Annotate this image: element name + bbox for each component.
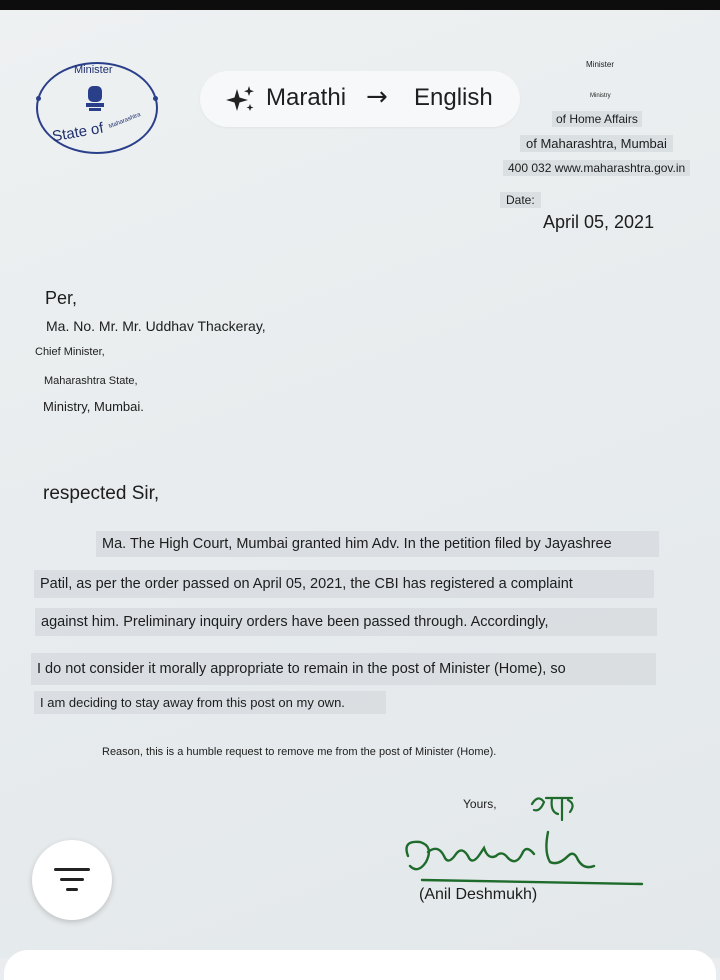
body-line-4: I do not consider it morally appropriate to remain in the post of Minister (Home), so (31, 653, 656, 685)
letterhead-line-2: Ministry (590, 93, 611, 99)
seal-dot (36, 96, 41, 101)
national-emblem-icon (84, 84, 106, 114)
closing-yours: Yours, (463, 797, 497, 811)
recipient-place: Ministry, Mumbai. (43, 399, 144, 414)
target-language[interactable]: English (414, 84, 493, 111)
handwritten-initial (528, 790, 580, 828)
letterhead-line-5: 400 032 www.maharashtra.gov.in (503, 160, 690, 176)
seal-bottom-text: State of (50, 119, 105, 146)
body-line-3: against him. Preliminary inquiry orders have been passed through. Accordingly, (35, 608, 657, 636)
recipient-name: Ma. No. Mr. Mr. Uddhav Thackeray, (46, 318, 266, 334)
source-language[interactable]: Marathi (266, 84, 347, 111)
salutation: respected Sir, (43, 483, 160, 504)
sparkle-icon (224, 83, 258, 117)
filter-button[interactable] (32, 840, 112, 920)
seal-top-text: Minister (74, 64, 113, 76)
request-line: Reason, this is a humble request to remove me from the post of Minister (Home). (102, 746, 497, 758)
date-value: April 05, 2021 (543, 212, 655, 232)
date-label: Date: (500, 192, 541, 208)
seal-state-text: Maharashtra (108, 111, 142, 131)
signatory-name: (Anil Deshmukh) (419, 886, 538, 903)
arrow-right-icon: → (366, 82, 388, 112)
recipient-state: Maharashtra State, (44, 375, 138, 387)
filter-list-icon (54, 868, 90, 871)
signature (398, 826, 648, 888)
seal-dot (153, 96, 158, 101)
letterhead-line-1: Minister (586, 60, 615, 69)
filter-list-icon (60, 878, 84, 881)
bottom-sheet-handle[interactable] (4, 950, 716, 980)
status-bar (0, 0, 720, 10)
filter-list-icon (66, 888, 78, 891)
recipient-title: Chief Minister, (35, 346, 105, 358)
body-line-2: Patil, as per the order passed on April 05, 2021, the CBI has registered a complaint (34, 570, 654, 598)
recipient-per: Per, (45, 288, 78, 308)
body-line-1: Ma. The High Court, Mumbai granted him Adv. In the petition filed by Jayashree (96, 531, 659, 557)
language-selector-chip[interactable] (200, 71, 520, 127)
letterhead-line-4: of Maharashtra, Mumbai (520, 135, 673, 152)
body-line-5: I am deciding to stay away from this post on my own. (34, 691, 386, 714)
letterhead-line-3: of Home Affairs (552, 111, 642, 127)
